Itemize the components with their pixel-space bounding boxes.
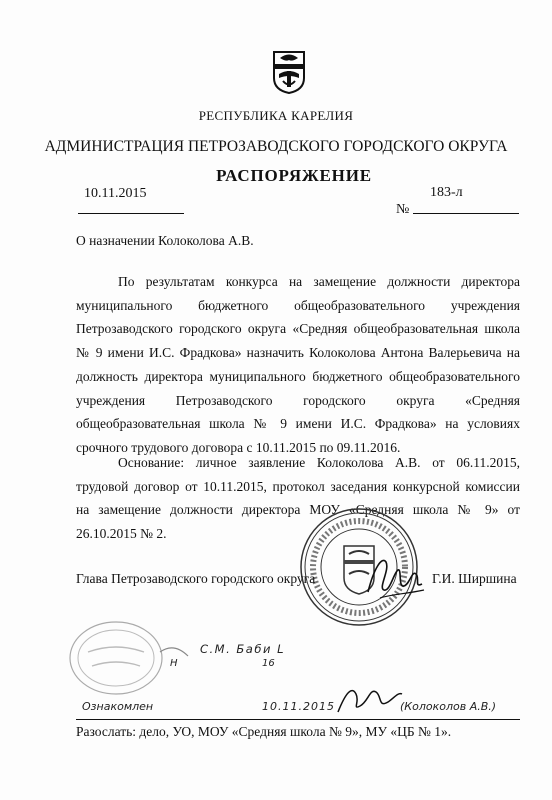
basis-paragraph: Основание: личное заявление Колоколова А.В. от 06.11.2015, трудовой договор от 10.11.2015, протокол заседания конкурсной комиссии на замещение должности директора МОУ «Средняя школа № 9» от 26.10.2015 № 2. bbox=[76, 455, 520, 542]
handwritten-mark-a: Н bbox=[170, 658, 178, 669]
document-subject: О назначении Колоколова А.В. bbox=[76, 233, 254, 248]
administration-name: АДМИНИСТРАЦИЯ ПЕТРОЗАВОДСКОГО ГОРОДСКОГО ОКРУГА bbox=[44, 138, 508, 155]
handwritten-mark-b: 16 bbox=[262, 658, 275, 669]
number-sign: № bbox=[396, 202, 410, 217]
number-underline bbox=[413, 213, 519, 214]
faint-registration-stamp bbox=[64, 612, 206, 708]
signer-name: Г.И. Ширшина bbox=[432, 571, 517, 586]
handwritten-acknowledged: Ознакомлен bbox=[82, 700, 154, 713]
document-date: 10.11.2015 bbox=[84, 186, 147, 201]
distribution-list: Разослать: дело, УО, МОУ «Средняя школа № 9», МУ «ЦБ № 1». bbox=[76, 724, 452, 739]
acknowledgement-line bbox=[76, 719, 520, 720]
handwritten-ack-name: (Колоколов А.В.) bbox=[400, 700, 497, 713]
handwritten-ack-date: 10.11.2015 bbox=[262, 700, 335, 713]
signer-position: Глава Петрозаводского городского округа bbox=[76, 571, 316, 586]
date-underline bbox=[78, 213, 184, 214]
acknowledgement-signature bbox=[334, 682, 404, 716]
signature-mark bbox=[360, 548, 430, 606]
order-paragraph: По результатам конкурса на замещение должности директора муниципального бюджетного общеобразовательного учреждения Петрозаводского городского округа «Средняя общеобразовательная школа № 9 имени И.С. Фрадкова» назначить Колоколова Антона Валерьевича на должность директора муниципального бюджетного общеобразовательного учреждения Петрозаводского городского округа «Средняя общеобразовательная школа № 9 имени И.С. Фрадкова» на условиях срочного трудового договора с 10.11.2015 по 09.11.2016. bbox=[76, 274, 520, 455]
coat-of-arms-emblem bbox=[272, 48, 306, 94]
republic-name: РЕСПУБЛИКА КАРЕЛИЯ bbox=[198, 108, 354, 123]
document-title: РАСПОРЯЖЕНИЕ bbox=[216, 166, 372, 185]
handwritten-copy-note: С.М. Баби L bbox=[200, 642, 285, 656]
document-number: 183-л bbox=[430, 185, 463, 200]
